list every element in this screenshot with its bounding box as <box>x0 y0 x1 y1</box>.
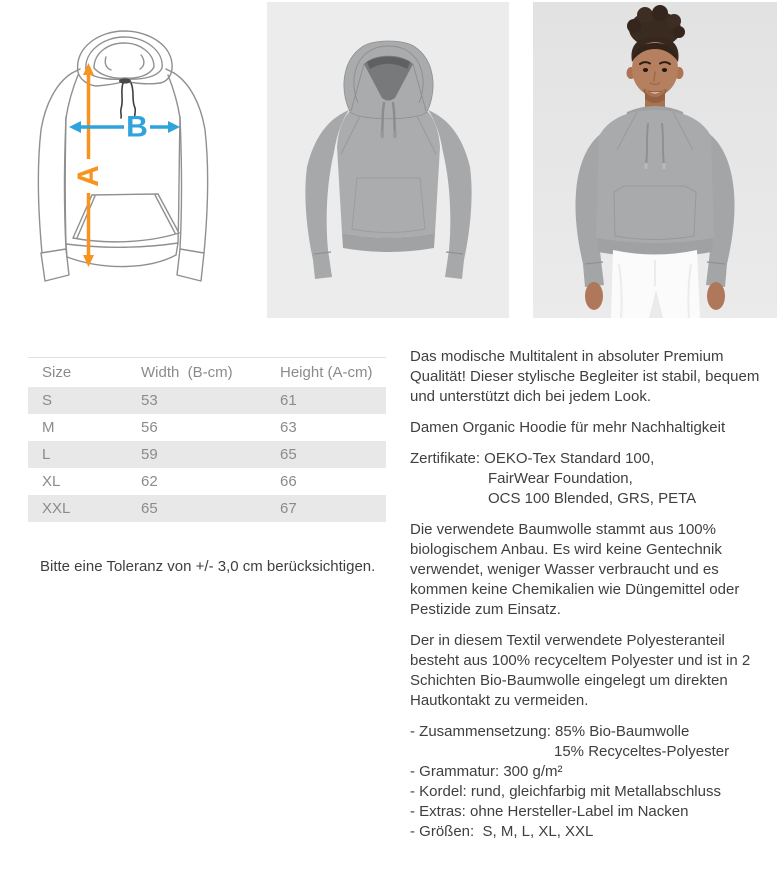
product-description <box>410 347 774 842</box>
description-intro: Das modische Multitalent in absoluter Premium Qualität! Dieser stylische Begleiter ist stabil, bequem und unterstützt dich bei jedem Look. <box>410 348 760 405</box>
cell-width: 65 <box>141 499 158 517</box>
table-row <box>28 414 386 441</box>
spec-composition-cont: 15% Recyceltes-Polyester <box>554 743 730 760</box>
label-b: B <box>126 110 148 144</box>
size-table-header-row <box>28 358 386 387</box>
cell-height: 65 <box>280 445 297 463</box>
description-sustainability: Damen Organic Hoodie für mehr Nachhaltigkeit <box>410 419 726 436</box>
col-header-size: Size <box>42 363 72 381</box>
spec-extras: - Extras: ohne Hersteller-Label im Nacken <box>410 803 689 820</box>
cell-height: 61 <box>280 391 297 409</box>
col-header-height: Height (A-cm) <box>280 363 373 381</box>
certificates-line: OCS 100 Blended, GRS, PETA <box>488 490 697 507</box>
table-row <box>28 495 386 522</box>
table-row <box>28 387 386 414</box>
certificates-line: FairWear Foundation, <box>488 470 633 487</box>
cell-height: 63 <box>280 418 297 436</box>
description-cotton: Die verwendete Baumwolle stammt aus 100% biologischem Anbau. Es wird keine Gentechnik verwendet, weniger Wasser verbraucht und es kommen keine Chemikalien wie Düngemittel oder Pestizide zum Einsatz. <box>410 521 740 618</box>
spec-cord: - Kordel: rund, gleichfarbig mit Metallabschluss <box>410 783 721 800</box>
label-a: A <box>72 165 105 187</box>
size-table <box>28 357 386 522</box>
col-header-width: Width (B-cm) <box>141 363 233 381</box>
spec-composition: - Zusammensetzung: 85% Bio-Baumwolle <box>410 723 690 740</box>
tolerance-note: Bitte eine Toleranz von +/- 3,0 cm berücksichtigen. <box>40 558 376 575</box>
cell-size: M <box>42 418 55 436</box>
spec-sizes: - Größen: S, M, L, XL, XXL <box>410 823 594 840</box>
product-photo-model <box>533 2 777 318</box>
product-photo-flat <box>267 2 509 318</box>
cell-width: 56 <box>141 418 158 436</box>
table-row <box>28 468 386 495</box>
cell-size: XXL <box>42 499 71 517</box>
size-diagram <box>20 25 250 295</box>
cell-size: XL <box>42 472 61 490</box>
certificates-block <box>410 449 774 509</box>
cell-size: L <box>42 445 51 463</box>
cell-width: 53 <box>141 391 158 409</box>
width-arrow-b <box>69 111 180 144</box>
hoodie-outline-drawing <box>20 25 250 295</box>
description-polyester: Der in diesem Textil verwendete Polyesteranteil besteht aus 100% recyceltem Polyester und ist in 2 Schichten Bio-Baumwolle eingelegt um direkten Hautkontakt zu vermeiden. <box>410 632 751 709</box>
cell-size: S <box>42 391 53 409</box>
cell-width: 59 <box>141 445 158 463</box>
cell-width: 62 <box>141 472 158 490</box>
spec-list <box>410 722 774 842</box>
model-image <box>533 2 777 318</box>
table-row <box>28 441 386 468</box>
cell-height: 67 <box>280 499 297 517</box>
cell-height: 66 <box>280 472 297 490</box>
certificates-line: Zertifikate: OEKO-Tex Standard 100, <box>410 450 655 467</box>
flat-hoodie-image <box>267 2 509 318</box>
spec-grammage: - Grammatur: 300 g/m² <box>410 763 563 780</box>
